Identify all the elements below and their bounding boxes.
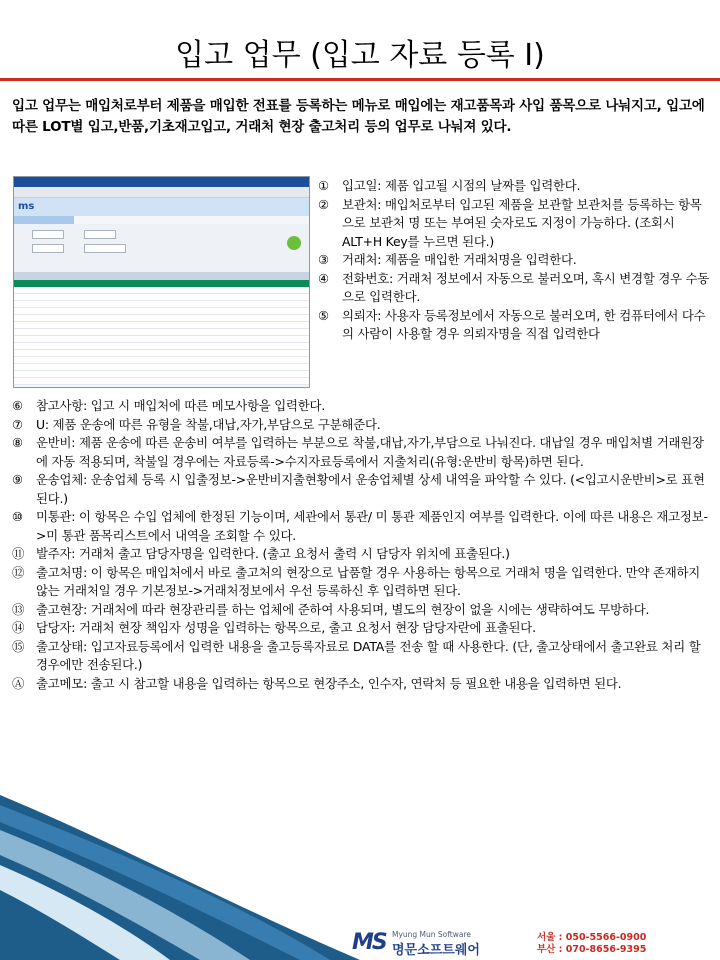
screenshot-toolbar	[14, 187, 309, 198]
screenshot-logo: ms	[18, 201, 35, 212]
list-item: ⑬ 출고현장: 거래처에 따라 현장관리를 하는 업체에 준하여 사용되며, 별도의 현장이 없을 시에는 생략하여도 무방하다.	[12, 601, 650, 617]
list-item: ⑪ 발주자: 거래처 출고 담당자명을 입력한다. (출고 요청서 출력 시 담당자 위치에 표출된다.)	[12, 546, 510, 561]
list-item: ⑧ 운반비: 제품 운송에 따른 운송비 여부를 입력하는 부분으로 착불,대납,자가,부담으로 나눠진다. 대납일 경우 매입처별 거래원장에 자동 적용되며, 착불일 경우에는 자료등록->수지자료등록에서 지출처리(유형:운반비 항목)하면 된다.	[12, 435, 704, 469]
list-item: ⑤ 의뢰자: 사용자 등록정보에서 자동으로 불러오며, 한 컴퓨터에서 다수의 사람이 사용할 경우 의뢰자명을 직접 입력한다	[318, 307, 706, 341]
list-item: Ⓐ 출고메모: 출고 시 참고할 내용을 입력하는 항목으로 현장주소, 인수자, 연락처 등 필요한 내용을 입력하면 된다.	[12, 675, 622, 691]
screenshot-header-band	[14, 198, 309, 216]
list-item: ⑭ 담당자: 거래처 현장 책임자 성명을 입력하는 항목으로, 출고 요청서 현장 담당자란에 표출된다.	[12, 620, 536, 635]
right-item-list	[318, 177, 710, 344]
bottom-item-list	[12, 397, 712, 693]
screenshot-titlebar	[14, 177, 309, 187]
page-title: 입고 업무 (입고 자료 등록 Ⅰ)	[175, 38, 545, 73]
screenshot-form	[14, 224, 309, 272]
list-item: ⑦ U: 제품 운송에 따른 유형을 착불,대납,자가,부담으로 구분해준다.	[12, 416, 381, 432]
screenshot-field	[84, 244, 126, 253]
list-item: ⑩ 미통관: 이 항목은 수입 업체에 한정된 기능이며, 세관에서 통관/ 미 통관 제품인지 여부를 입력한다. 이에 따른 내용은 재고정보->미 통관 품목리스트에서 내역을 조회할 수 있다.	[12, 509, 708, 543]
list-item: ⑥ 참고사항: 입고 시 매입처에 따른 메모사항을 입력한다.	[12, 398, 326, 413]
ms-logo-mark: MS	[352, 930, 386, 955]
screenshot-field	[32, 244, 64, 253]
list-item: ⑫ 출고처명: 이 항목은 매입처에서 바로 출고처의 현장으로 납품할 경우 사용하는 항목으로 거래처 명을 입력한다. 만약 존재하지 않는 거래처일 경우 기본정보->거래처정보에서 우선 등록하신 후 입력하면 된다.	[12, 564, 701, 598]
program-screenshot	[13, 176, 310, 388]
screenshot-grid-rows	[14, 287, 309, 385]
company-name-en: Myung Mun Software	[392, 930, 471, 939]
list-item: ④ 전화번호: 거래처 정보에서 자동으로 불러오며, 혹시 변경할 경우 수동으로 입력한다.	[318, 270, 710, 304]
title-divider	[0, 78, 720, 81]
list-item: ⑮ 출고상태: 입고자료등록에서 입력한 내용을 출고등록자료로 DATA를 전송 할 때 사용한다. (단, 출고상태에서 출고완료 처리 할 경우에만 전송된다.)	[12, 638, 701, 672]
screenshot-grid-header	[14, 272, 309, 280]
contact-info	[537, 932, 646, 956]
screenshot-selected-row	[14, 280, 309, 287]
list-item: ② 보관처: 매입처로부터 입고된 제품을 보관할 보관처를 등록하는 항목으로 보관처 명 또는 부여된 숫자로도 지정이 가능하다. (조회시 ALT+H Key를 누르면 된다.)	[318, 196, 702, 249]
list-item: ⑨ 운송업체: 운송업체 등록 시 입출정보->운반비지출현황에서 운송업체별 상세 내역을 파악할 수 있다. (<입고시운반비>로 표현된다.)	[12, 472, 705, 506]
screenshot-go-icon	[287, 236, 301, 250]
list-item: ① 입고일: 제품 입고될 시점의 날짜를 입력한다.	[318, 178, 581, 193]
screenshot-field	[32, 230, 64, 239]
screenshot-field	[84, 230, 116, 239]
phone-busan: 부산 : 070-8656-9395	[537, 944, 647, 955]
company-name-ko: 명문소프트웨어	[392, 943, 480, 958]
company-logo	[352, 928, 522, 956]
intro-paragraph: 입고 업무는 매입처로부터 제품을 매입한 전표를 등록하는 메뉴로 매입에는 재고품목과 사입 품목으로 나눠지고, 입고에 따른 LOT별 입고,반품,기초재고입고, 거래처 현장 출고처리 등의 업무로 나눠져 있다.	[12, 98, 705, 135]
screenshot-tab	[14, 216, 74, 224]
list-item: ③ 거래처: 제품을 매입한 거래처명을 입력한다.	[318, 252, 577, 267]
phone-seoul: 서울 : 050-5566-0900	[537, 932, 647, 943]
